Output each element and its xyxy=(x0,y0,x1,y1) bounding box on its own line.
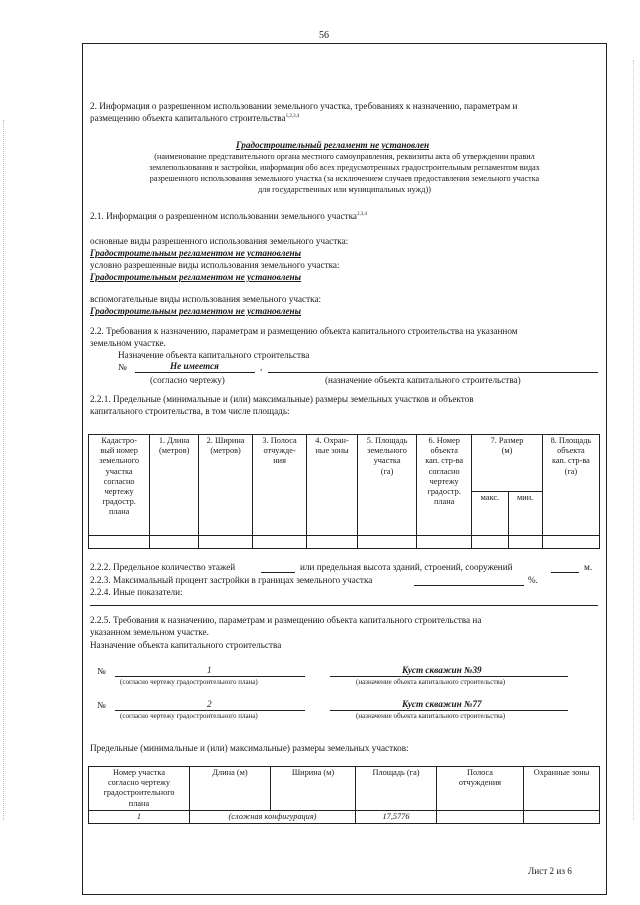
table1-empty-cell xyxy=(472,536,508,549)
s224-line xyxy=(90,605,598,606)
gradreg-note-3: разрешенного использования земельного участка (за исключением случаев предоставления земельного участка xyxy=(149,174,540,183)
table1-empty-cell xyxy=(508,536,542,549)
table1-col-alienation: 3. Полоса отчужде- ния xyxy=(253,435,307,536)
s224: 2.2.4. Иные показатели: xyxy=(90,587,183,597)
s21-main-value: Градостроительным регламентом не установлены xyxy=(90,248,302,258)
s221-line1: 2.2.1. Предельные (минимальные и (или) максимальные) размеры земельных участков и объектов xyxy=(90,394,474,404)
s225-row1-sub-left: (согласно чертежу градостроительного плана) xyxy=(120,678,258,686)
s22-sub-left: (согласно чертежу) xyxy=(150,375,225,385)
s22-no-value: Не имеется xyxy=(170,361,219,371)
s225-row1-num-line xyxy=(115,676,305,677)
s22-comma: , xyxy=(260,362,263,372)
sheet-footer: Лист 2 из 6 xyxy=(528,866,572,876)
table1-empty-cell xyxy=(417,536,472,549)
s21-main-label: основные виды разрешенного использования земельного участка: xyxy=(90,236,349,246)
s21-cond-value: Градостроительным регламентом не установлены xyxy=(90,272,302,282)
table2-cell-protected xyxy=(524,810,600,823)
s225-row2-num-line xyxy=(115,710,305,711)
table1-empty-cell xyxy=(253,536,307,549)
s22-purpose: Назначение объекта капитального строительства xyxy=(118,350,310,360)
table2-cell-area: 17,5776 xyxy=(356,810,437,823)
table1-col-objarea: 8. Площадь объекта кап. стр-ва (га) xyxy=(542,435,599,536)
s21-cond-label: условно разрешенные виды использования земельного участка: xyxy=(90,260,340,270)
s221-line2: капитального строительства, в том числе площадь: xyxy=(90,406,290,416)
s225-row2-no: № xyxy=(97,700,106,710)
s225-row1-num: 1 xyxy=(207,665,212,675)
s225-row2-sub-right: (назначение объекта капитального строительства) xyxy=(356,712,506,720)
gradreg-title: Градостроительный регламент не установлен xyxy=(236,140,430,150)
section2-heading-line1: 2. Информация о разрешенном использовании земельного участка, требованиях к назначению, параметрам и xyxy=(90,101,518,111)
table1-empty-cell xyxy=(542,536,599,549)
table2-h-length: Длина (м) xyxy=(190,767,271,811)
s225-purpose: Назначение объекта капитального строительства xyxy=(90,640,282,650)
s225-line1: 2.2.5. Требования к назначению, параметрам и размещению объекта капитального строительства на xyxy=(90,615,482,625)
table2-cell-length-width: (сложная конфигурация) xyxy=(190,810,356,823)
s225-row2-name: Куст скважин №77 xyxy=(402,699,482,709)
s22-purpose-line xyxy=(268,372,598,373)
table2-h-area: Площадь (га) xyxy=(356,767,437,811)
section2-heading-line2: размещению объекта капитального строительства$^{1,2,3,4}$ xyxy=(90,113,300,123)
s225-row2-num: 2 xyxy=(207,699,212,709)
page-number: 56 xyxy=(319,30,329,41)
s225-row2-sub-left: (согласно чертежу градостроительного плана) xyxy=(120,712,258,720)
s21-aux-value: Градостроительным регламентом не установлены xyxy=(90,306,302,316)
params-table xyxy=(88,434,600,549)
table1-empty-cell xyxy=(199,536,253,549)
table1-empty-cell xyxy=(357,536,416,549)
table1-empty-cell xyxy=(150,536,199,549)
table2-h-protected: Охранные зоны xyxy=(524,767,600,811)
gradreg-note-4: для государственных или муниципальных нужд)) xyxy=(258,185,431,194)
s225-row2-name-line xyxy=(330,710,568,711)
table1-col-max: макс. xyxy=(472,492,508,536)
table1-col-protected: 4. Охран- ные зоны xyxy=(307,435,358,536)
table1-empty-cell xyxy=(89,536,150,549)
gradreg-note-1: (наименование представительного органа местного самоуправления, реквизиты акта об утверждении правил xyxy=(154,152,535,161)
table2-h-number: Номер участка согласно чертежу градостроительного плана xyxy=(89,767,190,811)
table1-col-length: 1. Длина (метров) xyxy=(150,435,199,536)
table2-cell-number: 1 xyxy=(89,810,190,823)
s222-a: 2.2.2. Предельное количество этажей xyxy=(90,562,236,572)
s222-height-line xyxy=(551,572,579,573)
table2-caption: Предельные (минимальные и (или) максимальные) размеры земельных участков: xyxy=(90,743,409,753)
s22-line1: 2.2. Требования к назначению, параметрам и размещению объекта капитального строительства на указанном xyxy=(90,326,518,336)
s225-row1-name: Куст скважин №39 xyxy=(402,665,482,675)
s22-line2: земельном участке. xyxy=(90,338,166,348)
table2-h-alienation: Полоса отчуждения xyxy=(437,767,524,811)
table1-col-objnum: 6. Номер объекта кап. стр-ва согласно чертежу градостр. плана xyxy=(417,435,472,536)
table2-cell-alienation xyxy=(437,810,524,823)
s223-a: 2.2.3. Максимальный процент застройки в границах земельного участка xyxy=(90,575,373,585)
gradreg-note-2: землепользования и застройки, информация обо всех предусмотренных градостроительным регламентом видах xyxy=(149,163,540,172)
s22-no-label: № xyxy=(118,362,127,372)
table1-col-min: мин. xyxy=(508,492,542,536)
table2-h-width: Ширина (м) xyxy=(271,767,356,811)
s22-sub-right: (назначение объекта капитального строительства) xyxy=(325,375,521,385)
s21-aux-label: вспомогательные виды использования земельного участка: xyxy=(90,294,322,304)
s225-row1-name-line xyxy=(330,676,568,677)
s22-no-line xyxy=(135,372,255,373)
s223-line xyxy=(414,585,524,586)
s222-c: м. xyxy=(584,562,593,572)
scan-artifact xyxy=(633,60,635,820)
plot-sizes-table xyxy=(88,766,600,824)
table1-col-size: 7. Размер (м) xyxy=(472,435,543,492)
s222-b: или предельная высота зданий, строений, сооружений xyxy=(300,562,513,572)
s21-heading: 2.1. Информация о разрешенном использовании земельного участка$^{2,3,4}$ xyxy=(90,211,367,221)
s225-row1-sub-right: (назначение объекта капитального строительства) xyxy=(356,678,506,686)
table1-col-width: 2. Ширина (метров) xyxy=(199,435,253,536)
table1-empty-cell xyxy=(307,536,358,549)
s225-line2: указанном земельном участке. xyxy=(90,627,209,637)
s225-row1-no: № xyxy=(97,666,106,676)
s222-floors-line xyxy=(261,572,295,573)
table1-col-area: 5. Площадь земельного участка (га) xyxy=(357,435,416,536)
table1-col-cadastral: Кадастро- вый номер земельного участка согласно чертежу градостр. плана xyxy=(89,435,150,536)
scan-artifact xyxy=(3,120,5,820)
s223-b: %. xyxy=(528,575,538,585)
